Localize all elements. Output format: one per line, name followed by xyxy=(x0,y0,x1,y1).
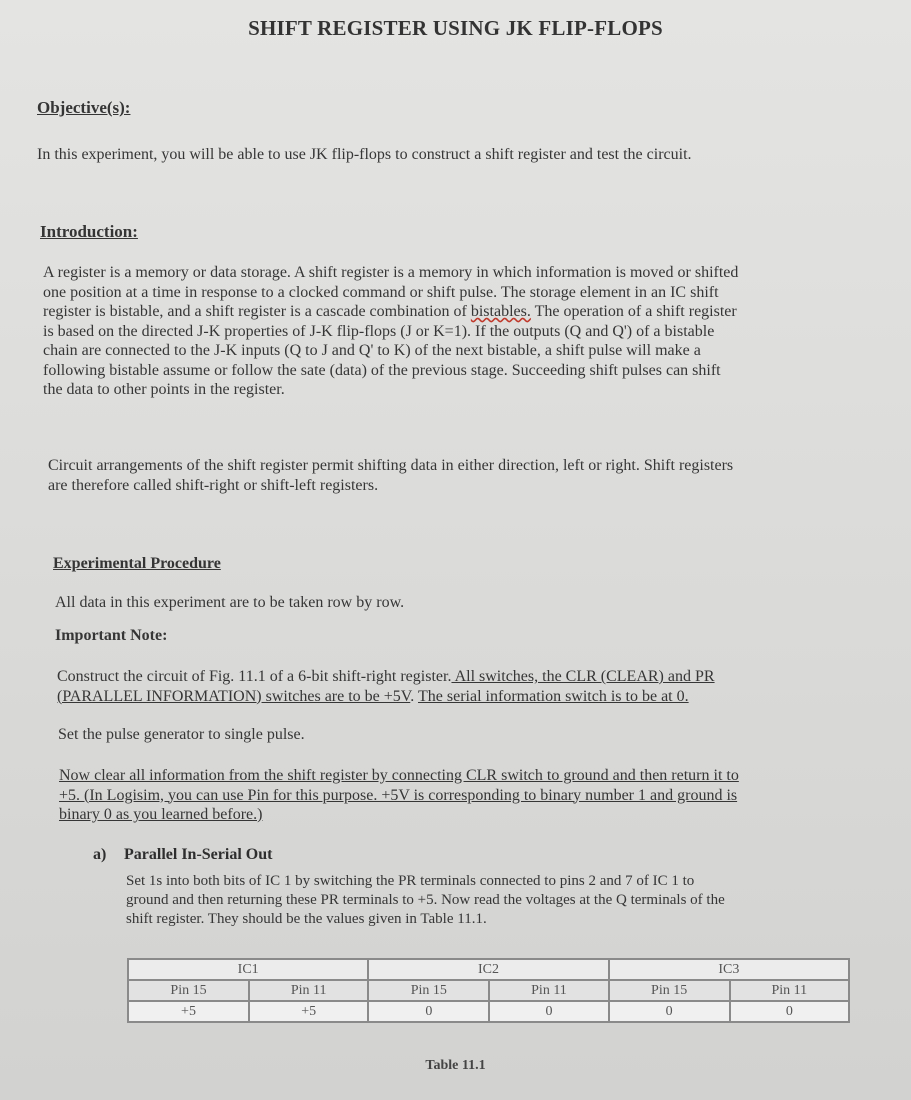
value-cell: +5 xyxy=(249,1001,368,1022)
table-value-row xyxy=(128,1001,849,1022)
pin-cell: Pin 11 xyxy=(249,980,368,1001)
value-cell: +5 xyxy=(128,1001,249,1022)
objective-heading: Objective(s): xyxy=(37,98,131,117)
pin-cell: Pin 11 xyxy=(489,980,608,1001)
value-cell: 0 xyxy=(489,1001,608,1022)
intro-line: are therefore called shift-right or shift-left registers. xyxy=(48,476,379,494)
intro-line: A register is a memory or data storage. A shift register is a memory in which information is moved or shifted xyxy=(43,264,739,281)
table-caption: Table 11.1 xyxy=(425,1058,486,1073)
value-cell: 0 xyxy=(368,1001,489,1022)
pulse-generator-instruction: Set the pulse generator to single pulse. xyxy=(58,726,305,743)
intro-line: Circuit arrangements of the shift register permit shifting data in either direction, left or right. Shift registers xyxy=(48,457,734,474)
important-note-label: Important Note: xyxy=(55,627,168,644)
intro-line: is based on the directed J-K properties of J-K flip-flops (J or K=1). If the outputs (Q and Q') of a bistable xyxy=(43,322,715,340)
objective-text: In this experiment, you will be able to use JK flip-flops to construct a shift register and test the circuit. xyxy=(37,146,692,163)
intro-line: one position at a time in response to a clocked command or shift pulse. The storage element in an IC shift xyxy=(43,283,719,301)
step-a-title: Parallel In-Serial Out xyxy=(124,846,273,863)
procedure-heading: Experimental Procedure xyxy=(53,555,221,572)
table-header-row xyxy=(128,959,849,980)
clear-instruction: Now clear all information from the shift register by connecting CLR switch to ground and then return it to +5. (In Logisim, you can use Pin for this purpose. +5V is corresponding to binary number 1 and ground is binary 0 as you learned before.) xyxy=(59,767,739,823)
ic3-header: IC3 xyxy=(609,959,849,980)
spellcheck-word: bistables. xyxy=(470,303,531,320)
step-a-text: Set 1s into both bits of IC 1 by switching the PR terminals connected to pins 2 and 7 of IC 1 to ground and then returning these PR terminals to +5. Now read the voltages at the Q terminals of the shift register. They should be the values given in Table 11.1. xyxy=(126,873,725,927)
value-cell: 0 xyxy=(730,1001,849,1022)
table-11-1 xyxy=(127,958,850,1023)
intro-line: the data to other points in the register. xyxy=(43,381,285,398)
intro-line: register is bistable, and a shift register is a cascade combination of bistables. The operation of a shift register xyxy=(43,303,737,320)
construct-instruction: Construct the circuit of Fig. 11.1 of a 6-bit shift-right register. All switches, the CLR (CLEAR) and PR (PARALLEL INFORMATION) switches are to be +5V. The serial information switch is to be at 0. xyxy=(57,668,715,705)
step-a-label: a) xyxy=(93,846,107,863)
introduction-paragraph-1 xyxy=(43,263,893,400)
page-title: SHIFT REGISTER USING JK FLIP-FLOPS xyxy=(248,16,663,40)
ic1-header: IC1 xyxy=(128,959,368,980)
row-by-row-note: All data in this experiment are to be taken row by row. xyxy=(55,594,405,611)
pin-cell: Pin 15 xyxy=(128,980,249,1001)
intro-line: chain are connected to the J-K inputs (Q to J and Q' to K) of the next bistable, a shift pulse will make a xyxy=(43,342,701,359)
ic2-header: IC2 xyxy=(368,959,608,980)
pin-cell: Pin 15 xyxy=(609,980,730,1001)
intro-line: following bistable assume or follow the sate (data) of the previous stage. Succeeding shift pulses can shift xyxy=(43,361,721,379)
pin-cell: Pin 15 xyxy=(368,980,489,1001)
pin-cell: Pin 11 xyxy=(730,980,849,1001)
introduction-paragraph-2 xyxy=(48,456,888,495)
table-pin-row xyxy=(128,980,849,1001)
value-cell: 0 xyxy=(609,1001,730,1022)
introduction-heading: Introduction: xyxy=(40,222,138,241)
